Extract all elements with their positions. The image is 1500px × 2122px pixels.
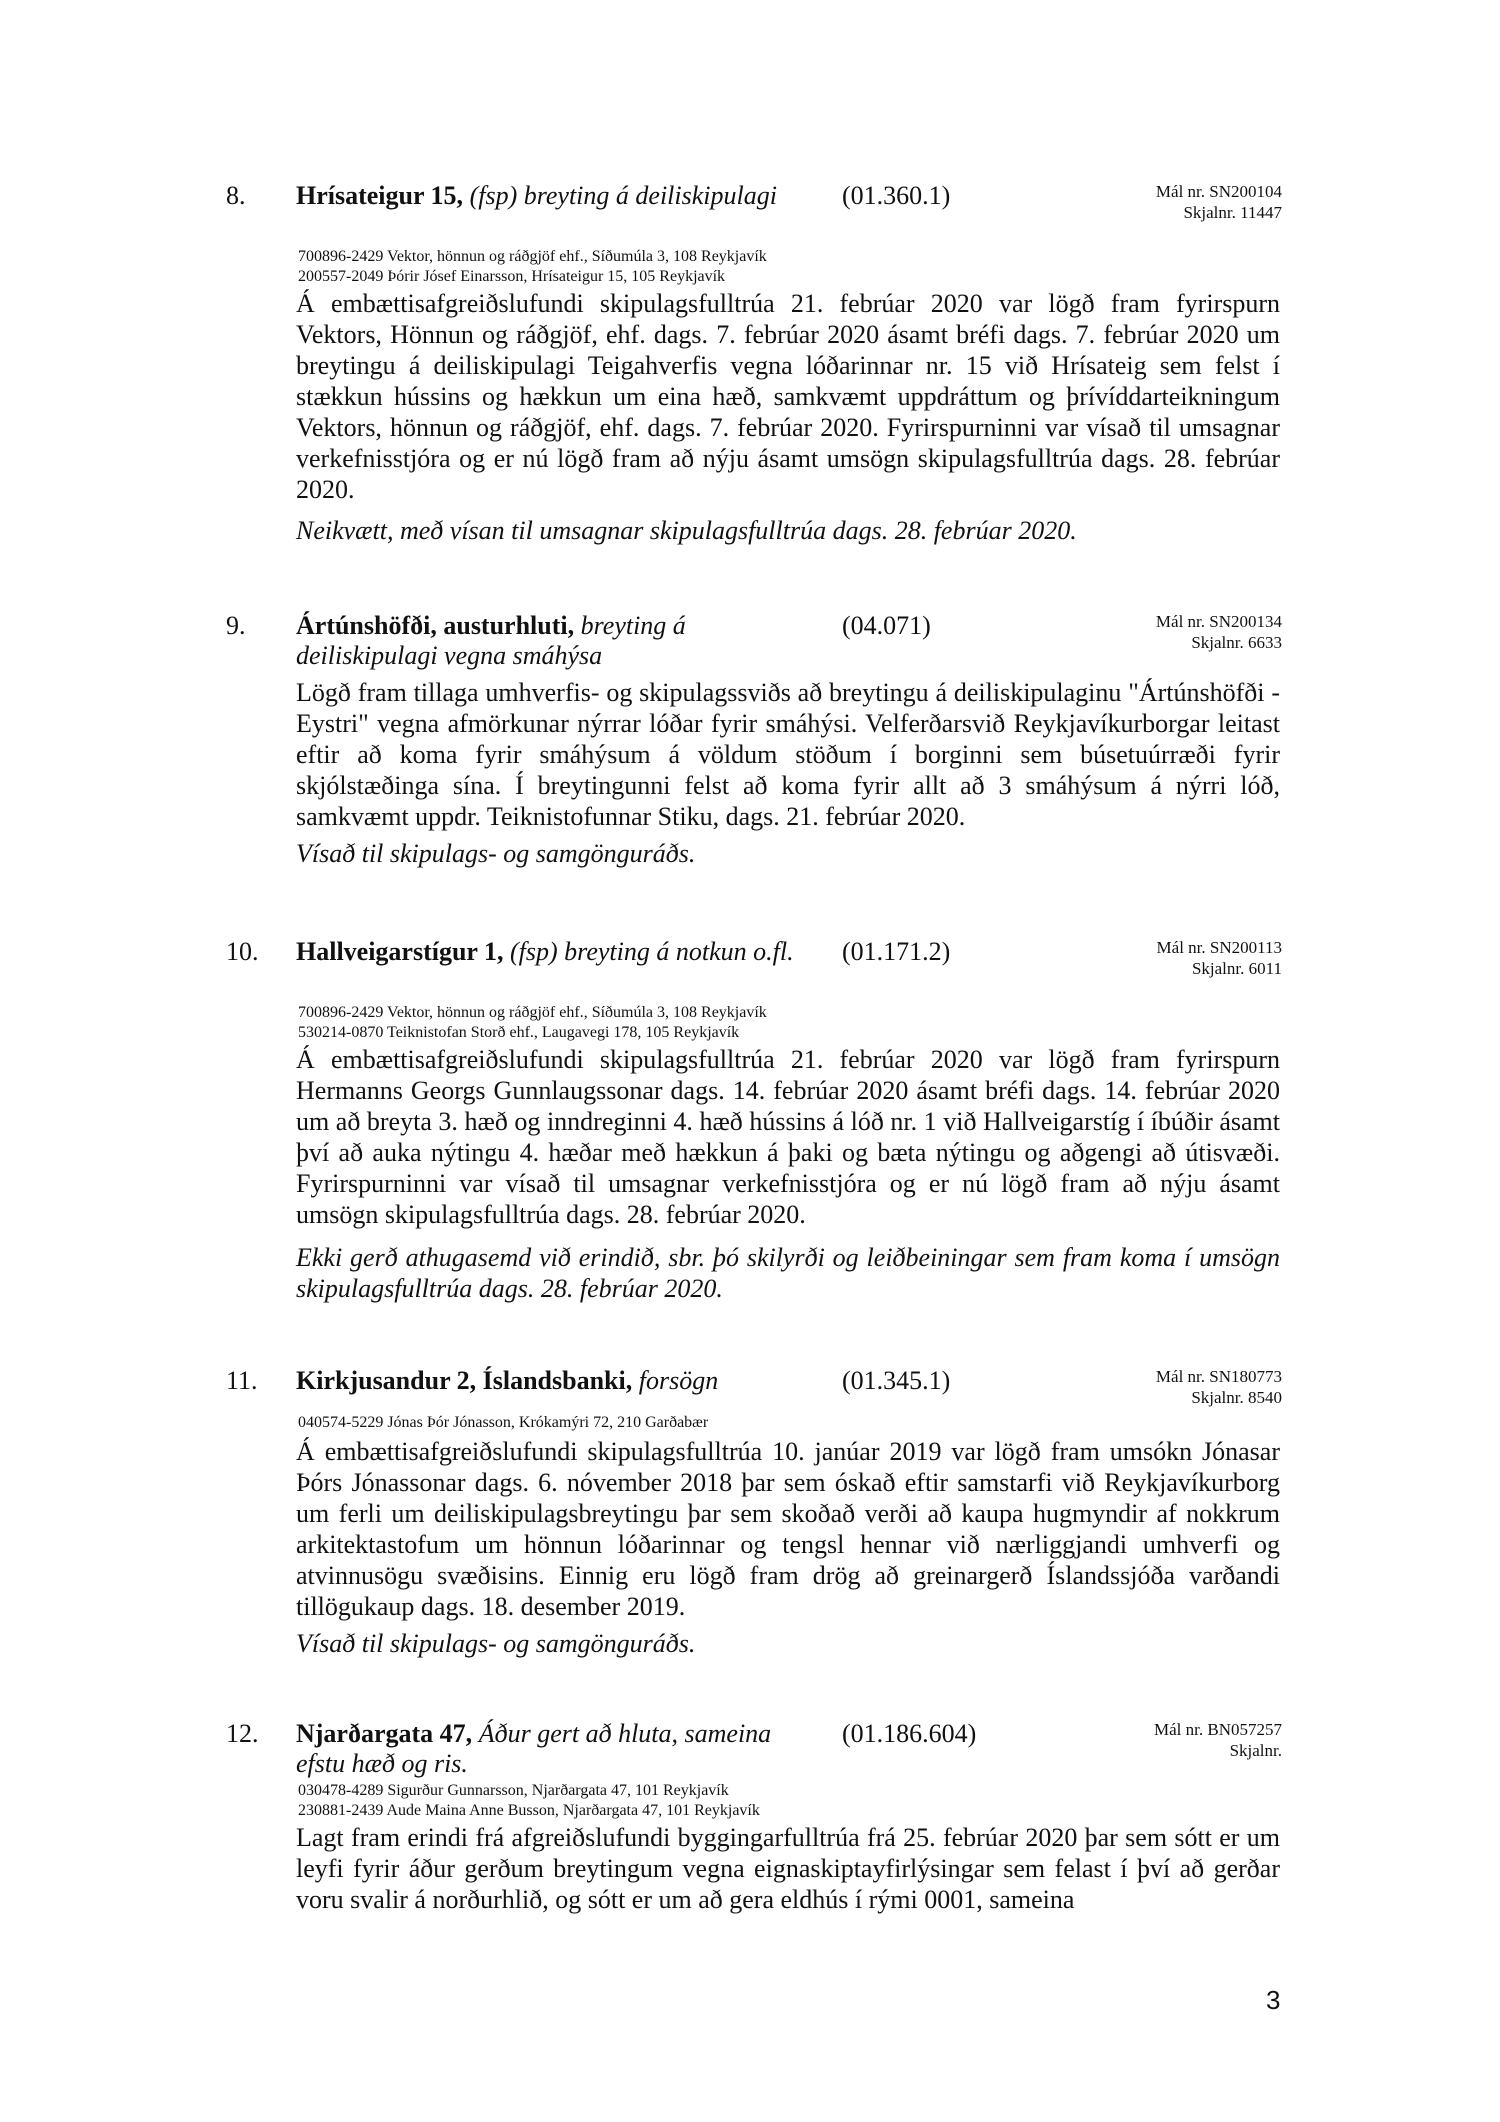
applicant: 530214-0870 Teiknistofan Storð ehf., Laugavegi 178, 105 Reykjavík [298, 1024, 740, 1041]
skjal-nr: Skjalnr. [1229, 1741, 1282, 1760]
skjal-nr: Skjalnr. 8540 [1191, 1388, 1282, 1407]
applicant: 040574-5229 Jónas Þór Jónasson, Krókamýri 72, 210 Garðabær [298, 1414, 709, 1431]
mal-nr: Mál nr. SN200104 [1155, 182, 1282, 201]
item-body: Lagt fram erindi frá afgreiðslufundi byggingarfulltrúa frá 25. febrúar 2020 þar sem sótt er um leyfi fyrir áður gerðum breytingum vegna eignaskiptayfirlýsingar sem felast í því að gerðar voru svalir á norðurhlið, og sótt er um að gera eldhús í rými 0001, sameina [296, 1823, 1280, 1914]
item-title: Kirkjusandur 2, Íslandsbanki, [296, 1366, 633, 1395]
item-verdict: Ekki gerð athugasemd við erindið, sbr. þó skilyrði og leiðbeiningar sem fram koma í umsögn skipulagsfulltrúa dags. 28. febrúar 2020. [296, 1243, 1280, 1303]
item-body: Á embættisafgreiðslufundi skipulagsfulltrúa 10. janúar 2019 var lögð fram umsókn Jónasar Þórs Jónassonar dags. 6. nóvember 2018 þar sem óskað eftir samstarfi við Reykjavíkurborg um ferli um deiliskipulagsbreytingu þar sem skoðað verði að kaupa hugmyndir af nokkrum arkitektastofum um hönnun lóðarinnar og tengsl hennar við nærliggjandi umhverfi og atvinnusögu svæðisins. Einnig eru lögð fram drög að greinargerð Íslandssjóða varðandi tillögukaup dags. 18. desember 2019. [296, 1437, 1280, 1621]
item-heading [296, 1366, 816, 1396]
item-subtitle: Áður gert að hluta, sameina efstu hæð og ris. [296, 1719, 772, 1778]
item-number: 8. [226, 181, 246, 210]
applicant: 700896-2429 Vektor, hönnun og ráðgjöf ehf., Síðumúla 3, 108 Reykjavík [298, 1004, 767, 1021]
item-title: Hrísateigur 15, [296, 181, 464, 210]
item-verdict: Vísað til skipulags- og samgönguráðs. [296, 839, 696, 868]
item-title: Ártúnshöfði, austurhluti, [296, 611, 575, 640]
applicant: 700896-2429 Vektor, hönnun og ráðgjöf ehf., Síðumúla 3, 108 Reykjavík [298, 248, 767, 265]
item-refs [1157, 937, 1282, 979]
item-body: Á embættisafgreiðslufundi skipulagsfulltrúa 21. febrúar 2020 var lögð fram fyrirspurn Hermanns Georgs Gunnlaugssonar dags. 14. febrúar 2020 ásamt bréfi dags. 14. febrúar 2020 um að breyta 3. hæð og inndreginni 4. hæð hússins á lóð nr. 1 við Hallveigarstíg í íbúðir ásamt því að auka nýtingu 4. hæðar með hækkun á þaki og bæta nýtingu og aðgengi að útisvæði. Fyrirspurninni var vísað til umsagnar verkefnisstjóra og er nú lögð fram að nýju ásamt umsögn skipulagsfulltrúa dags. 28. febrúar 2020. [296, 1045, 1280, 1229]
item-code: (01.345.1) [842, 1366, 951, 1395]
applicant: 230881-2439 Aude Maina Anne Busson, Njarðargata 47, 101 Reykjavík [298, 1802, 760, 1819]
item-subtitle: forsögn [638, 1366, 719, 1395]
item-number: 9. [226, 611, 246, 640]
item-code: (04.071) [842, 611, 931, 640]
item-refs [1156, 611, 1282, 653]
mal-nr: Mál nr. SN200134 [1155, 612, 1282, 631]
item-heading [296, 611, 816, 671]
item-verdict: Vísað til skipulags- og samgönguráðs. [296, 1629, 696, 1658]
item-verdict: Neikvætt, með vísan til umsagnar skipulagsfulltrúa dags. 28. febrúar 2020. [296, 516, 1077, 545]
item-code: (01.186.604) [842, 1719, 977, 1748]
item-body: Lögð fram tillaga umhverfis- og skipulagssviðs að breytingu á deiliskipulaginu "Ártúnshöfði - Eystri" vegna afmörkunar nýrrar lóðar fyrir smáhýsi. Velferðarsvið Reykjavíkurborgar leitast eftir að koma fyrir smáhýsum á völdum stöðum í borginni sem búsetuúrræði fyrir skjólstæðinga sína. Í breytingunni felst að koma fyrir allt að 3 smáhýsum á nýrri lóð, samkvæmt uppdr. Teiknistofunnar Stiku, dags. 21. febrúar 2020. [296, 678, 1280, 831]
mal-nr: Mál nr. SN180773 [1155, 1367, 1282, 1386]
skjal-nr: Skjalnr. 6011 [1191, 959, 1282, 978]
item-number: 12. [226, 1719, 259, 1748]
item-body: Á embættisafgreiðslufundi skipulagsfulltrúa 21. febrúar 2020 var lögð fram fyrirspurn Vektors, Hönnun og ráðgjöf, ehf. dags. 7. febrúar 2020 ásamt bréfi dags. 7. febrúar 2020 um breytingu á deiliskipulagi Teigahverfis vegna lóðarinnar nr. 15 við Hrísateig sem felst í stækkun hússins og hækkun um eina hæð, samkvæmt uppdráttum og þrívíddarteikningum Vektors, hönnun og ráðgjöf, ehf. dags. 7. febrúar 2020. Fyrirspurninni var vísað til umsagnar verkefnisstjóra og er nú lögð fram að nýju ásamt umsögn skipulagsfulltrúa dags. 28. febrúar 2020. [296, 289, 1280, 504]
item-title: Njarðargata 47, [296, 1719, 473, 1748]
item-code: (01.171.2) [842, 937, 951, 966]
mal-nr: Mál nr. SN200113 [1156, 938, 1282, 957]
item-subtitle: (fsp) breyting á notkun o.fl. [510, 937, 794, 966]
item-heading [296, 181, 816, 211]
item-refs [1156, 1366, 1282, 1408]
item-code: (01.360.1) [842, 181, 951, 210]
item-number: 11. [226, 1366, 258, 1395]
item-refs [1154, 1719, 1282, 1761]
applicant: 200557-2049 Þórir Jósef Einarsson, Hrísateigur 15, 105 Reykjavík [298, 268, 726, 285]
item-title: Hallveigarstígur 1, [296, 937, 504, 966]
item-refs [1156, 181, 1282, 223]
applicants [298, 1781, 760, 1821]
item-number: 10. [226, 937, 259, 966]
skjal-nr: Skjalnr. 6633 [1191, 633, 1282, 652]
applicant: 030478-4289 Sigurður Gunnarsson, Njarðargata 47, 101 Reykjavík [298, 1782, 729, 1799]
skjal-nr: Skjalnr. 11447 [1183, 203, 1282, 222]
applicants [298, 1413, 708, 1433]
item-subtitle: breyting á deiliskipulagi vegna smáhýsa [296, 611, 686, 670]
applicants [298, 1003, 767, 1043]
page-number: 3 [1266, 1985, 1281, 2015]
item-heading [296, 1719, 816, 1779]
mal-nr: Mál nr. BN057257 [1154, 1720, 1282, 1739]
item-subtitle: (fsp) breyting á deiliskipulagi [469, 181, 777, 210]
applicants [298, 247, 767, 287]
item-heading [296, 937, 816, 967]
